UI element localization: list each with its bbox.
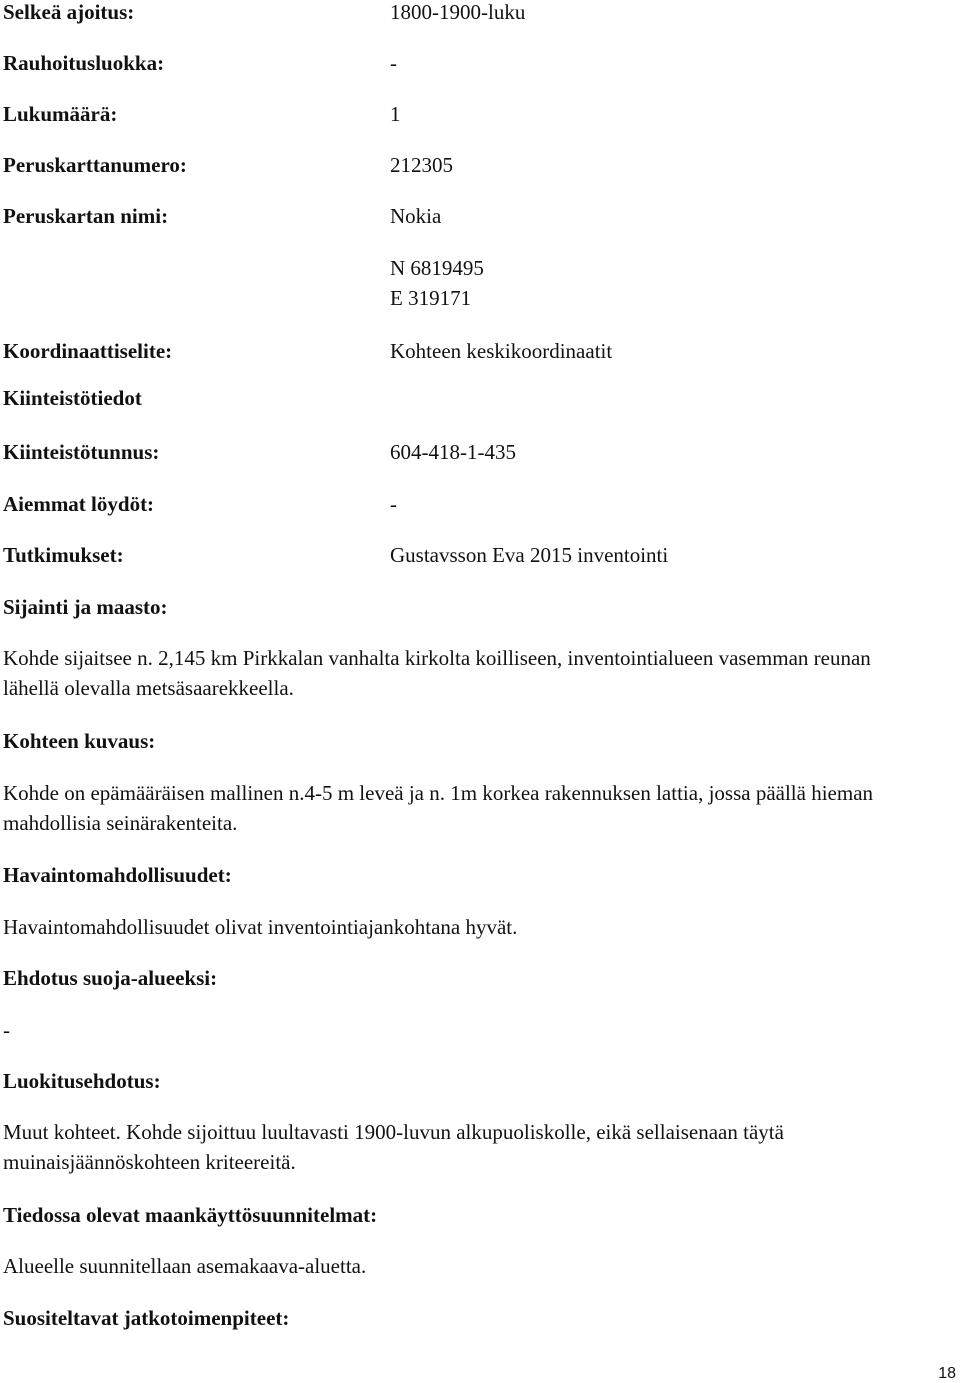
label-tutkimukset: Tutkimukset: — [3, 543, 124, 567]
heading-havaintomahdollisuudet: Havaintomahdollisuudet: — [3, 863, 232, 887]
text-sijainti: Kohde sijaitsee n. 2,145 km Pirkkalan vanhalta kirkolta koilliseen, inventointialueen vasemman reunan lähellä olevalla metsäsaarekkeella. — [3, 646, 871, 700]
value-rauhoitusluokka: - — [390, 51, 397, 75]
value-lukumaara: 1 — [390, 102, 401, 126]
text-kohteen-kuvaus: Kohde on epämääräisen mallinen n.4-5 m leveä ja n. 1m korkea rakennuksen lattia, jossa päällä hieman mahdollisia seinärakenteita. — [3, 781, 874, 835]
heading-sijainti: Sijainti ja maasto: — [3, 595, 168, 619]
coordinate-e: E 319171 — [390, 286, 472, 310]
heading-ehdotus-suoja-alueeksi: Ehdotus suoja-alueeksi: — [3, 966, 218, 990]
value-selkea-ajoitus: 1800-1900-luku — [390, 0, 526, 24]
label-selkea-ajoitus: Selkeä ajoitus: — [3, 0, 135, 24]
text-maankayttosuunnitelmat: Alueelle suunnitellaan asemakaava-aluetta. — [3, 1254, 367, 1278]
text-havaintomahdollisuudet: Havaintomahdollisuudet olivat inventointiajankohtana hyvät. — [3, 915, 518, 939]
coordinate-n: N 6819495 — [390, 256, 484, 280]
heading-kohteen-kuvaus: Kohteen kuvaus: — [3, 729, 156, 753]
page-number: 18 — [938, 1365, 956, 1382]
value-kiinteistotunnus: 604-418-1-435 — [390, 440, 516, 464]
label-lukumaara: Lukumäärä: — [3, 102, 118, 126]
heading-maankayttosuunnitelmat: Tiedossa olevat maankäyttösuunnitelmat: — [3, 1203, 378, 1227]
label-kiinteistotunnus: Kiinteistötunnus: — [3, 440, 160, 464]
label-rauhoitusluokka: Rauhoitusluokka: — [3, 51, 165, 75]
label-aiemmat-loydot: Aiemmat löydöt: — [3, 492, 155, 516]
label-peruskartan-nimi: Peruskartan nimi: — [3, 204, 169, 228]
text-luokitusehdotus: Muut kohteet. Kohde sijoittuu luultavasti 1900-luvun alkupuoliskolle, eikä sellaisenaan täytä muinaisjäännöskohteen kriteereitä. — [3, 1120, 784, 1174]
heading-luokitusehdotus: Luokitusehdotus: — [3, 1069, 161, 1093]
value-aiemmat-loydot: - — [390, 492, 397, 516]
heading-jatkotoimenpiteet: Suositeltavat jatkotoimenpiteet: — [3, 1306, 290, 1330]
value-peruskarttanumero: 212305 — [390, 153, 453, 177]
value-peruskartan-nimi: Nokia — [390, 204, 442, 228]
value-tutkimukset: Gustavsson Eva 2015 inventointi — [390, 543, 669, 567]
heading-kiinteistotiedot: Kiinteistötiedot — [3, 386, 142, 410]
text-ehdotus-suoja-alueeksi: - — [3, 1018, 10, 1042]
value-koordinaattiselite: Kohteen keskikoordinaatit — [390, 339, 613, 363]
label-koordinaattiselite: Koordinaattiselite: — [3, 339, 173, 363]
label-peruskarttanumero: Peruskarttanumero: — [3, 153, 187, 177]
